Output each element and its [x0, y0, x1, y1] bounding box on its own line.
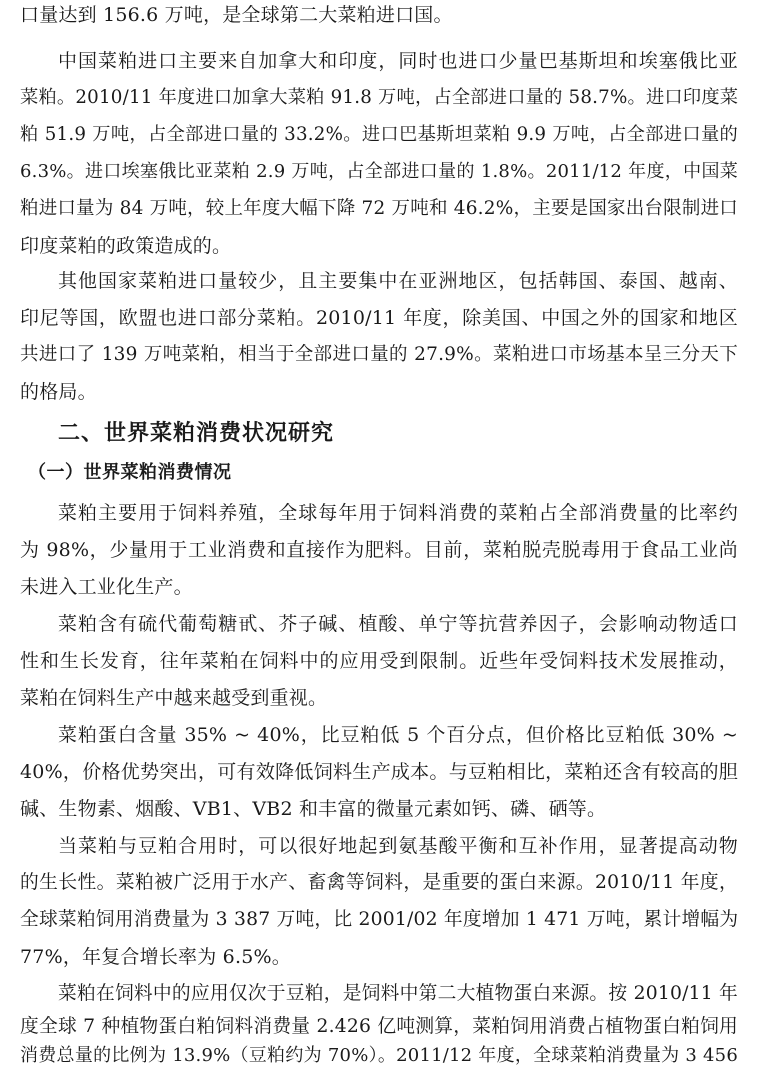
text-line: 40%，价格优势突出，可有效降低饲料生产成本。与豆粕相比，菜粕还含有较高的胆 — [20, 761, 738, 783]
text-line: 菜粕主要用于饲料养殖，全球每年用于饲料消费的菜粕占全部消费量的比率约 — [58, 502, 738, 524]
section-title: 二、世界菜粕消费状况研究 — [58, 421, 335, 446]
text-line: 性和生长发育，往年菜粕在饲料中的应用受到限制。近些年受饲料技术发展推动， — [20, 650, 738, 672]
text-line: 的生长性。菜粕被广泛用于水产、畜禽等饲料，是重要的蛋白来源。2010/11 年度， — [20, 872, 738, 893]
text-line: 其他国家菜粕进口量较少，且主要集中在亚洲地区，包括韩国、泰国、越南、 — [58, 270, 738, 292]
text-line: 的格局。 — [20, 381, 97, 403]
text-line: 菜粕蛋白含量 35% ~ 40%，比豆粕低 5 个百分点，但价格比豆粕低 30% ~ — [58, 724, 738, 746]
text-line: 粕 51.9 万吨，占全部进口量的 33.2%。进口巴基斯坦菜粕 9.9 万吨，占全部进口量的 — [20, 124, 738, 145]
text-line: 消费总量的比例为 13.9%（豆粕约为 70%）。2011/12 年度，全球菜粕消费量为 3 456 — [20, 1045, 738, 1066]
text-line: 6.3%。进口埃塞俄比亚菜粕 2.9 万吨，占全部进口量的 1.8%。2011/12 年度，中国菜 — [20, 161, 738, 182]
text-line: 菜粕含有硫代葡萄糖甙、芥子碱、植酸、单宁等抗营养因子，会影响动物适口 — [58, 613, 738, 635]
text-line: 为 98%，少量用于工业消费和直接作为肥料。目前，菜粕脱壳脱毒用于食品工业尚 — [20, 539, 738, 561]
text-line: 菜粕。2010/11 年度进口加拿大菜粕 91.8 万吨，占全部进口量的 58.7%。进口印度菜 — [20, 87, 739, 108]
text-line: 未进入工业化生产。 — [20, 576, 193, 598]
text-line: 碱、生物素、烟酸、VB1、VB2 和丰富的微量元素如钙、磷、硒等。 — [20, 798, 607, 820]
text-line: 菜粕在饲料生产中越来越受到重视。 — [20, 687, 328, 709]
text-line: 共进口了 139 万吨菜粕，相当于全部进口量的 27.9%。菜粕进口市场基本呈三分天下 — [20, 344, 738, 365]
subsection-title: （一）世界菜粕消费情况 — [28, 462, 232, 483]
text-line: 当菜粕与豆粕合用时，可以很好地起到氨基酸平衡和互补作用，显著提高动物 — [58, 835, 738, 857]
text-line: 印尼等国，欧盟也进口部分菜粕。2010/11 年度，除美国、中国之外的国家和地区 — [20, 307, 738, 329]
text-line: 度全球 7 种植物蛋白粕饲料消费量 2.426 亿吨测算，菜粕饲用消费占植物蛋白粕饲用 — [20, 1016, 738, 1037]
text-line: 印度菜粕的政策造成的。 — [20, 235, 232, 257]
text-line: 中国菜粕进口主要来自加拿大和印度，同时也进口少量巴基斯坦和埃塞俄比亚 — [58, 50, 738, 72]
text-line: 菜粕在饲料中的应用仅次于豆粕，是饲料中第二大植物蛋白来源。按 2010/11 年 — [58, 983, 738, 1004]
text-line: 粕进口量为 84 万吨，较上年度大幅下降 72 万吨和 46.2%，主要是国家出台限制进口 — [20, 198, 738, 219]
paragraph-continuation-line: 口量达到 156.6 万吨，是全球第二大菜粕进口国。 — [20, 4, 453, 26]
text-line: 全球菜粕饲用消费量为 3 387 万吨，比 2001/02 年度增加 1 471 万吨，累计增幅为 — [20, 909, 739, 930]
text-line: 77%，年复合增长率为 6.5%。 — [20, 946, 291, 968]
